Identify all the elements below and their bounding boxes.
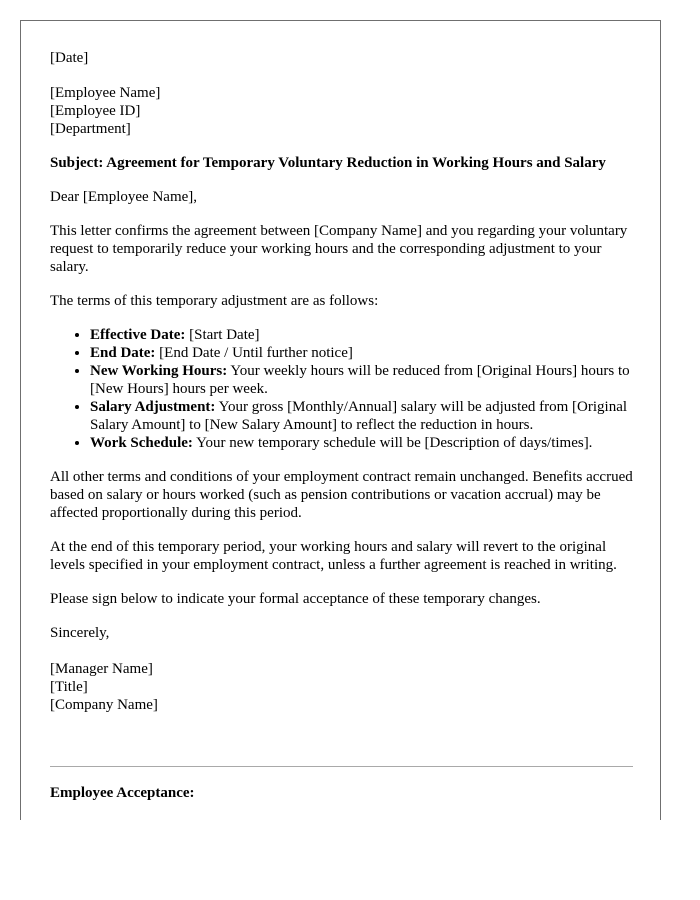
letter-page: [20, 20, 661, 820]
terms-intro: The terms of this temporary adjustment are as follows:: [50, 293, 379, 309]
subject-line: Subject: Agreement for Temporary Voluntary Reduction in Working Hours and Salary: [50, 155, 606, 171]
term-text: [Start Date]: [185, 327, 260, 343]
terms-list: [50, 326, 640, 452]
term-text: Your gross [Monthly/Annual] salary will be adjusted from [Original Salary Amount] to [New Salary Amount] to reflect the reduction in hours.: [90, 399, 628, 433]
recipient-block: [50, 49, 640, 67]
company-name-line: [Company Name]: [50, 697, 158, 713]
sign-request-paragraph: Please sign below to indicate your formal acceptance of these temporary changes.: [50, 591, 541, 607]
department-line: [Department]: [50, 121, 131, 137]
term-label: Salary Adjustment:: [90, 399, 216, 415]
greeting: Dear [Employee Name],: [50, 189, 198, 205]
term-label: Work Schedule:: [90, 435, 193, 451]
term-item: [90, 398, 640, 434]
term-item: [90, 344, 640, 362]
term-label: New Working Hours:: [90, 363, 228, 379]
term-text: Your new temporary schedule will be [Description of days/times].: [192, 435, 593, 451]
employee-acceptance-heading: Employee Acceptance:: [50, 785, 195, 801]
term-item: [90, 362, 640, 398]
term-text: [End Date / Until further notice]: [155, 345, 353, 361]
intro-paragraph: This letter confirms the agreement between [Company Name] and you regarding your voluntary request to temporarily reduce your working hours and the corresponding adjustment to your salary.: [50, 223, 628, 275]
title-line: [Title]: [50, 679, 88, 695]
closing: Sincerely,: [50, 625, 110, 641]
date-line: [Date]: [50, 50, 89, 66]
term-item: [90, 434, 640, 452]
employee-block: [50, 84, 640, 138]
term-label: Effective Date:: [90, 327, 186, 343]
other-terms-paragraph: All other terms and conditions of your employment contract remain unchanged. Benefits accrued based on salary or hours worked (such as pension contributions or vacation accrual) may be affected proportionally during this period.: [50, 469, 633, 521]
term-text: Your weekly hours will be reduced from [Original Hours] hours to [New Hours] hours per week.: [90, 363, 630, 397]
signature-block: [50, 660, 640, 714]
end-period-paragraph: At the end of this temporary period, your working hours and salary will revert to the original levels specified in your employment contract, unless a further agreement is reached in writing.: [50, 539, 617, 573]
manager-name-line: [Manager Name]: [50, 661, 153, 677]
letter-body: [50, 49, 640, 714]
employee-id-line: [Employee ID]: [50, 103, 141, 119]
term-item: [90, 326, 640, 344]
employee-name-line: [Employee Name]: [50, 85, 161, 101]
section-divider: [50, 766, 633, 767]
term-label: End Date:: [90, 345, 156, 361]
